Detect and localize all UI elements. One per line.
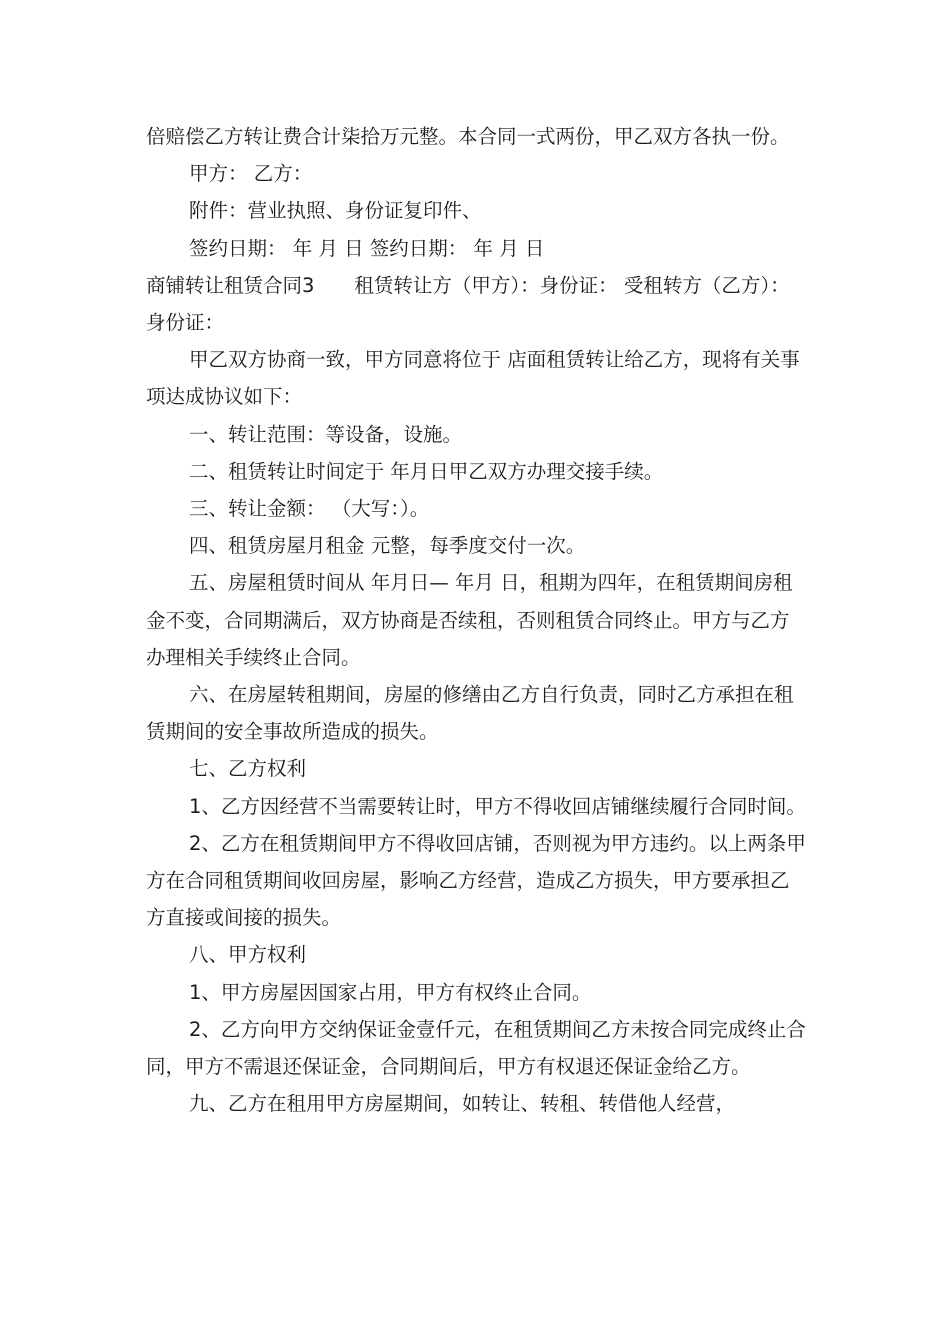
paragraph: 四、租赁房屋月租金 元整，每季度交付一次。 [189, 534, 586, 558]
paragraph: 二、租赁转让时间定于 年月日甲乙双方办理交接手续。 [189, 459, 664, 483]
paragraph: 五、房屋租赁时间从 年月日— 年月 日，租期为四年，在租赁期间房租金不变，合同期满后，双方协商是否续租，否则租赁合同终止。甲方与乙方办理相关手续终止合同。 [146, 571, 793, 669]
paragraph: 2、乙方向甲方交纳保证金壹仟元，在租赁期间乙方未按合同完成终止合同，甲方不需退还保证金，合同期间后，甲方有权退还保证金给乙方。 [146, 1017, 806, 1079]
paragraph: 1、甲方房屋因国家占用，甲方有权终止合同。 [189, 980, 592, 1004]
paragraph: 甲方： 乙方： [189, 162, 313, 186]
paragraph: 甲乙双方协商一致，甲方同意将位于 店面租赁转让给乙方，现将有关事项达成协议如下： [146, 348, 800, 409]
paragraph: 八、甲方权利 [189, 943, 307, 967]
paragraph: 附件：营业执照、身份证复印件、 [189, 199, 482, 223]
paragraph: 2、乙方在租赁期间甲方不得收回店铺，否则视为甲方违约。以上两条甲方在合同租赁期间收回房屋，影响乙方经营，造成乙方损失，甲方要承担乙方直接或间接的损失。 [146, 831, 806, 930]
paragraph: 七、乙方权利 [189, 757, 307, 781]
paragraph: 1、乙方因经营不当需要转让时，甲方不得收回店铺继续履行合同时间。 [189, 794, 806, 818]
paragraph: 九、乙方在租用甲方房屋期间，如转让、转租、转借他人经营， [189, 1092, 736, 1116]
paragraph: 签约日期： 年 月 日 签约日期： 年 月 日 [189, 236, 545, 260]
paragraph: 一、转让范围：等设备，设施。 [189, 422, 463, 446]
document-body [146, 118, 806, 1122]
paragraph: 六、在房屋转租期间，房屋的修缮由乙方自行负责，同时乙方承担在租赁期间的安全事故所造成的损失。 [146, 683, 794, 744]
section-heading-line [146, 267, 806, 341]
section-heading-rest: 租赁转让方（甲方）：身份证： 受租转方（乙方）： 身份证： [146, 273, 790, 335]
section-title: 商铺转让租赁合同3 [146, 273, 315, 297]
paragraph: 倍赔偿乙方转让费合计柒拾万元整。本合同一式两份，甲乙双方各执一份。 [146, 125, 790, 148]
paragraph: 三、转让金额： （大写：）。 [189, 497, 430, 521]
